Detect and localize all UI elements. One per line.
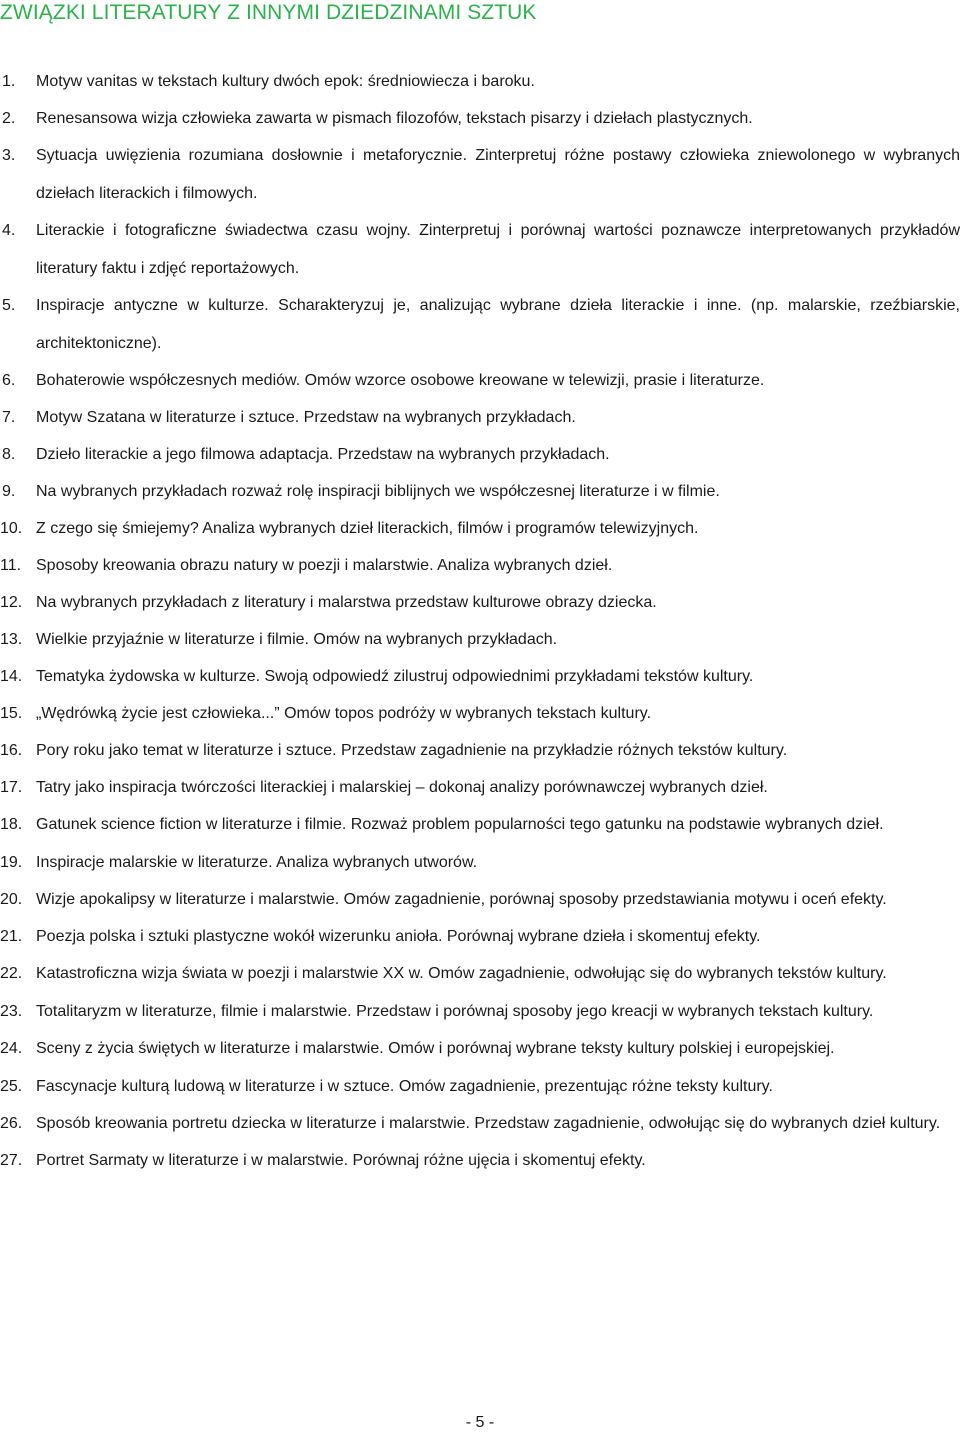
item-number: 10.	[0, 520, 23, 537]
item-number: 16.	[0, 742, 23, 759]
item-text: Bohaterowie współczesnych mediów. Omów wzorce osobowe kreowane w telewizji, prasie i literaturze.	[36, 372, 765, 389]
item-text: Renesansowa wizja człowieka zawarta w pismach filozofów, tekstach pisarzy i dziełach plastycznych.	[36, 110, 753, 127]
item-number: 7.	[2, 409, 16, 426]
item-text: Na wybranych przykładach rozważ rolę inspiracji biblijnych we współczesnej literaturze i w filmie.	[36, 483, 720, 500]
item-text: Katastroficzna wizja świata w poezji i malarstwie XX w. Omów zagadnienie, odwołując się do wybranych tekstów kultury.	[36, 965, 887, 982]
list-item	[0, 993, 960, 1031]
item-text: Wizje apokalipsy w literaturze i malarstwie. Omów zagadnienie, porównaj sposoby przedstawiania motywu i oceń efekty.	[36, 890, 887, 908]
list-item	[0, 584, 960, 621]
topic-list	[0, 63, 960, 1179]
list-item	[0, 621, 960, 658]
list-item	[0, 1030, 960, 1068]
item-text: Sposób kreowania portretu dziecka w literaturze i malarstwie. Przedstaw zagadnienie, odwołując się do wybranych dzieł kultury.	[36, 1114, 941, 1132]
item-number: 24.	[0, 1040, 23, 1057]
item-text: Fascynacje kulturą ludową w literaturze i w sztuce. Omów zagadnienie, prezentując różne teksty kultury.	[36, 1077, 773, 1095]
item-number: 1.	[2, 73, 16, 90]
item-text: Na wybranych przykładach z literatury i malarstwa przedstaw kulturowe obrazy dziecka.	[36, 594, 657, 611]
item-number: 5.	[2, 297, 16, 314]
list-item	[0, 806, 960, 844]
page-title: ZWIĄZKI LITERATURY Z INNYMI DZIEDZINAMI SZTUK	[0, 1, 537, 24]
item-number: 19.	[0, 853, 23, 871]
list-item	[0, 287, 960, 362]
item-number: 25.	[0, 1077, 23, 1095]
item-number: 8.	[2, 446, 16, 463]
item-number: 23.	[0, 1002, 23, 1020]
list-item	[0, 695, 960, 732]
item-number: 22.	[0, 965, 23, 982]
list-item	[0, 362, 960, 399]
item-text: Gatunek science fiction w literaturze i filmie. Rozważ problem popularności tego gatunku na podstawie wybranych dzieł.	[36, 816, 884, 833]
item-number: 27.	[0, 1152, 23, 1169]
list-item	[0, 658, 960, 695]
item-number: 17.	[0, 779, 23, 796]
item-text: Sceny z życia świętych w literaturze i malarstwie. Omów i porównaj wybrane teksty kultury polskiej i europejskiej.	[36, 1040, 835, 1057]
item-number: 18.	[0, 816, 23, 833]
item-text: Totalitaryzm w literaturze, filmie i malarstwie. Przedstaw i porównaj sposoby jego kreacji w wybranych tekstach kultury.	[36, 1002, 874, 1020]
list-item	[0, 918, 960, 955]
item-text: Sposoby kreowania obrazu natury w poezji i malarstwie. Analiza wybranych dzieł.	[36, 557, 613, 574]
item-text: Tatry jako inspiracja twórczości literackiej i malarskiej – dokonaj analizy porównawczej wybranych dzieł.	[36, 779, 768, 796]
item-text: Inspiracje antyczne w kulturze. Scharakteryzuj je, analizując wybrane dzieła literackie i inne. (np. malarskie, rzeźbiarskie, architektoniczne).	[36, 297, 960, 352]
item-number: 14.	[0, 668, 23, 685]
item-number: 9.	[2, 483, 16, 500]
list-item	[0, 137, 960, 212]
item-number: 15.	[0, 705, 23, 722]
list-item	[0, 100, 960, 137]
list-item	[0, 844, 960, 881]
list-item	[0, 955, 960, 993]
item-text: Sytuacja uwięzienia rozumiana dosłownie i metaforycznie. Zinterpretuj różne postawy człowieka zniewolonego w wybranych dziełach literackich i filmowych.	[36, 147, 960, 202]
list-item	[0, 510, 960, 547]
item-text: Tematyka żydowska w kulturze. Swoją odpowiedź zilustruj odpowiednimi przykładami tekstów kultury.	[36, 668, 754, 685]
item-number: 2.	[2, 110, 16, 127]
item-number: 20.	[0, 890, 23, 908]
page-number: - 5 -	[465, 1414, 495, 1431]
list-item	[0, 1068, 960, 1105]
item-text: Pory roku jako temat w literaturze i sztuce. Przedstaw zagadnienie na przykładzie różnych tekstów kultury.	[36, 742, 788, 759]
list-item	[0, 212, 960, 287]
list-item	[0, 547, 960, 584]
item-number: 21.	[0, 928, 23, 945]
item-text: „Wędrówką życie jest człowieka...” Omów topos podróży w wybranych tekstach kultury.	[36, 705, 652, 722]
list-item	[0, 881, 960, 919]
item-text: Poezja polska i sztuki plastyczne wokół wizerunku anioła. Porównaj wybrane dzieła i skomentuj efekty.	[36, 928, 761, 945]
list-item	[0, 63, 960, 100]
list-item	[0, 1142, 960, 1179]
list-item	[0, 1105, 960, 1143]
item-text: Motyw Szatana w literaturze i sztuce. Przedstaw na wybranych przykładach.	[36, 409, 576, 426]
item-number: 3.	[2, 147, 16, 164]
item-number: 6.	[2, 372, 16, 389]
list-item	[0, 473, 960, 510]
item-number: 11.	[0, 557, 22, 574]
list-item	[0, 769, 960, 806]
list-item	[0, 436, 960, 473]
item-number: 4.	[2, 222, 16, 239]
item-text: Portret Sarmaty w literaturze i w malarstwie. Porównaj różne ujęcia i skomentuj efekty.	[36, 1152, 646, 1169]
list-item	[0, 732, 960, 769]
item-text: Dzieło literackie a jego filmowa adaptacja. Przedstaw na wybranych przykładach.	[36, 446, 610, 463]
item-text: Literackie i fotograficzne świadectwa czasu wojny. Zinterpretuj i porównaj wartości poznawcze interpretowanych przykładów literatury faktu i zdjęć reportażowych.	[36, 222, 960, 277]
item-number: 13.	[0, 631, 23, 648]
item-text: Inspiracje malarskie w literaturze. Analiza wybranych utworów.	[36, 853, 478, 871]
item-text: Motyw vanitas w tekstach kultury dwóch epok: średniowiecza i baroku.	[36, 73, 535, 90]
item-number: 12.	[0, 594, 23, 611]
list-item	[0, 399, 960, 436]
item-text: Wielkie przyjaźnie w literaturze i filmie. Omów na wybranych przykładach.	[36, 631, 558, 648]
item-number: 26.	[0, 1114, 23, 1132]
item-text: Z czego się śmiejemy? Analiza wybranych dzieł literackich, filmów i programów telewizyjnych.	[36, 520, 699, 537]
